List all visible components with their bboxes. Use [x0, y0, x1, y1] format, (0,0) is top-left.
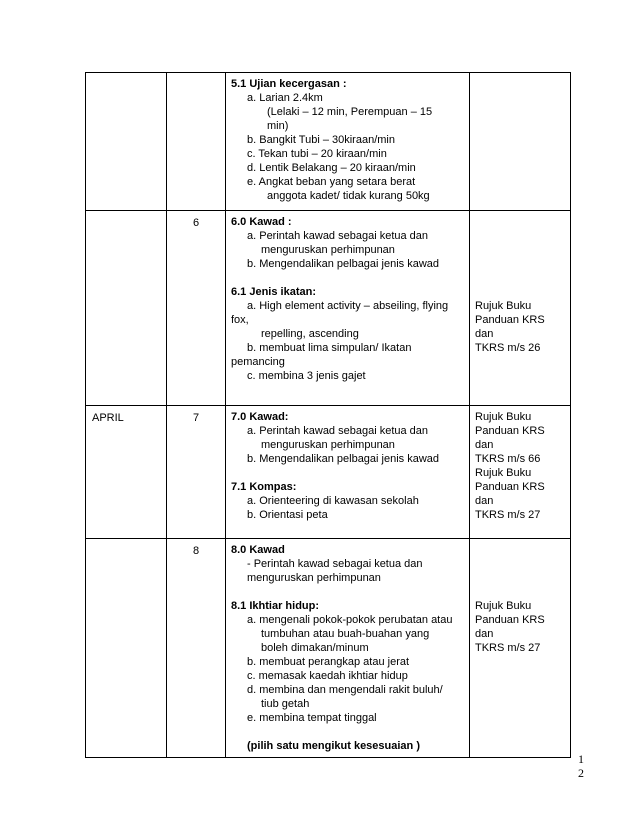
reference-text: TKRS m/s 26 — [475, 342, 541, 354]
month-label — [86, 73, 166, 83]
activity-heading: (pilih satu mengikut kesesuaian ) — [247, 740, 420, 752]
activity-heading: 6.1 Jenis ikatan: — [231, 286, 316, 298]
activity-item: d. membina dan mengendali rakit buluh/ — [247, 684, 443, 696]
reference-text: Rujuk Buku — [475, 300, 532, 312]
reference-text: TKRS m/s 66 — [475, 453, 541, 465]
week-number: 8 — [192, 545, 200, 557]
activity-item: pemancing — [231, 356, 285, 368]
reference-text: TKRS m/s 27 — [475, 642, 541, 654]
page-number — [574, 752, 588, 780]
line-gap — [475, 257, 565, 271]
table-row — [86, 406, 571, 539]
table-row — [86, 539, 571, 758]
table-body — [86, 73, 571, 758]
reference-cell — [470, 539, 571, 758]
activity-item: a. Perintah kawad sebagai ketua dan — [247, 230, 429, 242]
activity-item: a. Perintah kawad sebagai ketua dan — [247, 425, 429, 437]
line-gap — [231, 466, 464, 480]
activity-item: b. Orientasi peta — [247, 509, 328, 521]
activity-item: tiub getah — [261, 698, 310, 710]
activity-item: anggota kadet/ tidak kurang 50kg — [267, 190, 430, 202]
reference-text: Rujuk Buku — [475, 467, 532, 479]
activity-item: (Lelaki – 12 min, Perempuan – 15 — [267, 106, 433, 118]
line-gap — [231, 271, 464, 285]
activity-heading: 7.0 Kawad: — [231, 411, 289, 423]
activity-heading: 6.0 Kawad : — [231, 216, 292, 228]
reference-cell — [470, 406, 571, 539]
month-label — [86, 211, 166, 221]
activity-item: e. membina tempat tinggal — [247, 712, 377, 724]
activity-item: tumbuhan atau buah-buahan yang — [261, 628, 430, 640]
line-gap — [475, 585, 565, 599]
line-gap — [475, 271, 565, 285]
table-row — [86, 211, 571, 406]
activity-item: boleh dimakan/minum — [261, 642, 369, 654]
table-row — [86, 73, 571, 211]
week-number — [167, 73, 225, 83]
activity-heading: 8.1 Ikhtiar hidup: — [231, 600, 320, 612]
line-gap — [475, 285, 565, 299]
line-gap — [475, 571, 565, 585]
activity-heading: 5.1 Ujian kecergasan : — [231, 78, 347, 90]
activity-item: fox, — [231, 314, 249, 326]
week-cell — [167, 211, 226, 406]
month-label: APRIL — [92, 412, 124, 424]
activity-cell — [226, 211, 470, 406]
activity-item: b. Mengendalikan pelbagai jenis kawad — [247, 258, 440, 270]
line-gap — [475, 543, 565, 557]
activity-item: b. membuat lima simpulan/ Ikatan — [247, 342, 412, 354]
activity-item: a. High element activity – abseiling, flying — [247, 300, 449, 312]
activity-item: a. Orienteering di kawasan sekolah — [247, 495, 419, 507]
activity-item: menguruskan perhimpunan — [261, 439, 395, 451]
week-cell — [167, 73, 226, 211]
activity-cell — [226, 406, 470, 539]
activity-item: menguruskan perhimpunan — [261, 244, 395, 256]
line-gap — [231, 585, 464, 599]
activity-plan-table — [85, 72, 571, 758]
month-cell — [86, 73, 167, 211]
line-gap — [475, 557, 565, 571]
week-number: 7 — [192, 412, 200, 424]
reference-text: Panduan KRS dan — [475, 614, 545, 640]
reference-text: Panduan KRS dan — [475, 481, 545, 507]
line-gap — [231, 725, 464, 739]
line-gap — [475, 243, 565, 257]
activity-item: min) — [267, 120, 289, 132]
activity-item: e. Angkat beban yang setara berat — [247, 176, 416, 188]
activity-item: b. membuat perangkap atau jerat — [247, 656, 410, 668]
activity-item: c. memasak kaedah ikhtiar hidup — [247, 670, 408, 682]
reference-text: Rujuk Buku — [475, 600, 532, 612]
week-cell — [167, 539, 226, 758]
week-number: 6 — [192, 217, 200, 229]
activity-item: c. Tekan tubi – 20 kiraan/min — [247, 148, 387, 160]
activity-item: a. mengenali pokok-pokok perubatan atau — [247, 614, 453, 626]
month-cell — [86, 211, 167, 406]
line-gap — [475, 229, 565, 243]
week-cell — [167, 406, 226, 539]
activity-heading: 7.1 Kompas: — [231, 481, 297, 493]
month-label — [86, 539, 166, 549]
reference-text: Panduan KRS dan — [475, 425, 545, 451]
line-gap — [475, 215, 565, 229]
activity-heading: 8.0 Kawad — [231, 544, 285, 556]
reference-text: TKRS m/s 27 — [475, 509, 541, 521]
reference-cell — [470, 73, 571, 211]
activity-item: repelling, ascending — [261, 328, 359, 340]
reference-text: Rujuk Buku — [475, 411, 532, 423]
activity-cell — [226, 73, 470, 211]
month-cell — [86, 539, 167, 758]
reference-cell — [470, 211, 571, 406]
page-number-line: 2 — [578, 766, 584, 780]
activity-item: - Perintah kawad sebagai ketua dan — [247, 558, 423, 570]
activity-item: c. membina 3 jenis gajet — [247, 370, 366, 382]
activity-item: d. Lentik Belakang – 20 kiraan/min — [247, 162, 416, 174]
activity-item: b. Bangkit Tubi – 30kiraan/min — [247, 134, 395, 146]
page-number-line: 1 — [578, 752, 584, 766]
activity-item: a. Larian 2.4km — [247, 92, 323, 104]
activity-cell — [226, 539, 470, 758]
activity-item: menguruskan perhimpunan — [247, 572, 381, 584]
activity-item: b. Mengendalikan pelbagai jenis kawad — [247, 453, 440, 465]
month-cell — [86, 406, 167, 539]
reference-text: Panduan KRS dan — [475, 314, 545, 340]
